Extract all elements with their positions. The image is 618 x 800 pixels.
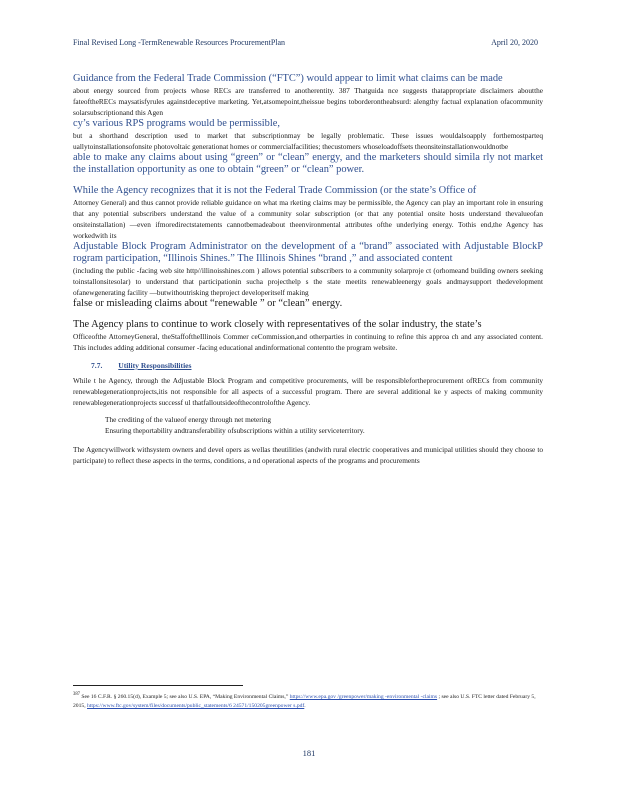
paragraph-line: false or misleading claims about “renewable ” or “clean” energy. xyxy=(73,298,343,309)
list-item xyxy=(91,414,543,425)
paragraph-line: (including the public -facing web site http//illinoisshines.com ) allows potential subscribers to a community solarproje ct (orhomeand building owners seeking toinstallonsitesolar) to understand that participationin sucha projecthelp s the state meetits renewableenergy goals andmaysupport thedevelopment ofanewgenerating facility —butwithoutrisking theproject developeritself making xyxy=(73,266,543,297)
footnote-text: ; see also U.S. FTC letter dated February 5, 2015, xyxy=(73,693,536,709)
paragraph-line: Attorney General) and thus cannot provide reliable guidance on what ma rketing claims may be permissible, the Agency can play an important role in ensuring that any potential subscribers understand the value of a community solar subscription (or that any potential onsite hosts understand thevalueofan onsiteinstallation) —even ifmoredirectstatements cannotbemadeabout theenvironmental attributes ofthe underlying energy. Tothis end,the Agency has workedwith its xyxy=(73,198,543,240)
paragraph-line: While the Agency recognizes that it is not the Federal Trade Commission (or the state’s Office of xyxy=(73,185,477,196)
paragraph-line: able to make any claims about using “green” or “clean” energy, and the marketers should simila rly not market the installation opportunity as one to obtain “green” or “clean” power. xyxy=(73,152,543,175)
paragraph-line: Officeofthe AttorneyGeneral, theStaffoftheIllinois Commer ceCommission,and otherparties in continuing to refine this approa ch and any associated content. This includes adding additional consumer -facing educational andinformational contentto the program website. xyxy=(73,332,543,352)
paragraph-solar-industry xyxy=(73,319,543,353)
paragraph-agency-role xyxy=(73,185,543,310)
paragraph-line: but a shorthand description used to market that subscriptionmay be legally problematic. These issues wouldalsoapply forthemostparteq uallytoinstallationsofonsite photovoltaic generationat homes or commercialfacilities; thecustomers whoseloadoffsets theonsiteinstallationwouldnotbe xyxy=(73,131,543,151)
footnote-text: See 16 C.F.R. § 260.15(d), Example 5; see also U.S. EPA, “Making Environmental Claims,” xyxy=(81,693,289,700)
bullet-glyph xyxy=(91,425,105,436)
footnote-divider xyxy=(73,685,243,686)
footnote-text: . xyxy=(304,702,306,709)
section-number: 7.7. xyxy=(91,361,103,370)
paragraph-line: The Agency plans to continue to work closely with representatives of the solar industry, the state’s xyxy=(73,319,482,330)
footnote-number: 387 xyxy=(73,692,80,697)
paragraph-ftc-guidance xyxy=(73,73,543,176)
paragraph-line: Adjustable Block Program Administrator on the development of a “brand” associated with Adjustable BlockP rogram participation, “Illinois Shines.” The Illinois Shines “brand ,” and associated content xyxy=(73,241,543,264)
running-header xyxy=(73,38,538,50)
footnote xyxy=(73,690,543,711)
page-number: 181 xyxy=(302,748,316,758)
paragraph-line: about energy sourced from projects whose RECs are transferred to anotherentity. 387 Thatguida nce suggests thatappropriate disclaimers aboutthe fateoftheRECs maysatisfyrules againstdeceptive marketing. Yet,atsomepoint,theissue begins toborderontheabsurd: alengthy factual explanation ofacommunity solarsubscriptionand this Agen xyxy=(73,86,543,117)
list-item-text: The crediting of the valueof energy through net metering xyxy=(105,415,272,424)
page-body xyxy=(73,73,543,466)
list-item-text: Ensuring theportability andtransferability ofsubscriptions within a utility serviceterritory. xyxy=(105,426,365,435)
section-heading xyxy=(91,361,543,370)
header-title: Final Revised Long -TermRenewable Resources ProcurementPlan xyxy=(73,38,286,47)
footnote-link-ftc[interactable]: https://www.ftc.gov/system/files/documents/public_statements/6 24571/150205greenpower s.pdf xyxy=(87,702,305,709)
section-title: Utility Responsibilities xyxy=(118,361,192,370)
paragraph-agency-will-work: The Agencywillwork withsystem owners and devel opers as wellas theutilities (andwith rural electric cooperatives and municipal utilities should they choose to participate) to reflect these aspects in the terms, conditions, a nd operational aspects of the programs and procurements xyxy=(73,445,543,465)
paragraph-line: cy’s various RPS programs would be permissible, xyxy=(73,118,280,129)
bullet-list xyxy=(91,414,543,436)
paragraph-utility-responsibilities: While t he Agency, through the Adjustable Block Program and competitive procurements, will be responsiblefortheprocurement ofRECs from community renewablegenerationprojects,itis not responsible for all aspects of a successful program. There are several additional ke y aspects of making community renewablegenerationprojects successf ul thatfalloutsideofthecontrolofthe Agency. xyxy=(73,376,543,407)
header-date: April 20, 2020 xyxy=(491,38,538,47)
bullet-glyph xyxy=(91,414,105,425)
paragraph-line: Guidance from the Federal Trade Commission (“FTC”) would appear to limit what claims can be made xyxy=(73,73,503,84)
list-item xyxy=(91,425,543,436)
footnote-link-epa[interactable]: https://www.epa.gov /greenpower/making -environmental -claims xyxy=(289,693,438,700)
